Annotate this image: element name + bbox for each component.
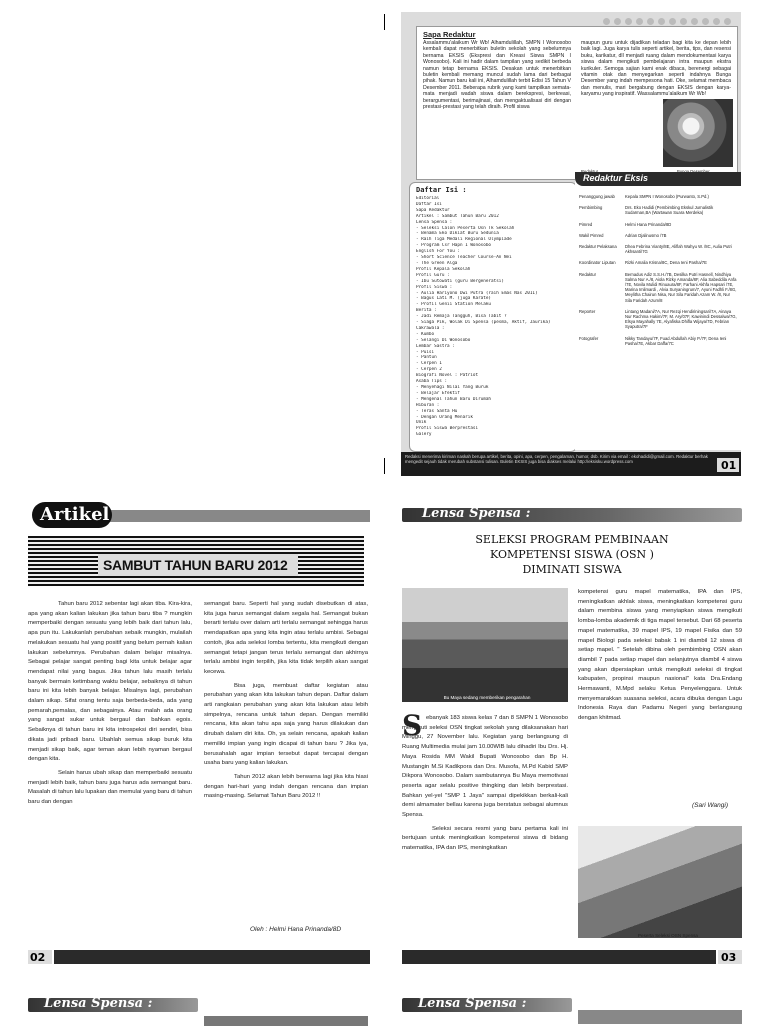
daftar-isi-item: - Pantun xyxy=(416,355,437,361)
daftar-isi-box xyxy=(409,182,577,452)
daftar-isi-item: Berita : xyxy=(416,308,437,314)
artikel-col1 xyxy=(28,600,192,808)
headline-line-2: KOMPETENSI SISWA (OSN ) xyxy=(490,548,654,561)
daftar-isi-item: - Aulia Hariyono Dwi Putra (raih Emas Nas 2011) xyxy=(416,290,538,296)
page-03 xyxy=(402,502,742,968)
daftar-isi-item: - Benama Eko Dikiat Buru Sedunia xyxy=(416,231,499,237)
osn-col1-p2: Seleksi secara resmi yang baru pertama kali ini bertujuan untuk meningkatkan kompetensi siswa di bidang matematika, IPA dan IPS, meningkatkan xyxy=(402,825,568,852)
daftar-isi-item: - Seleksi Calon Peserta Osn Tk Sekolah xyxy=(416,225,515,231)
daftar-isi-item: - Ibu Sutowati (guru Bergeneratsi) xyxy=(416,278,504,284)
seleksi-photo xyxy=(402,588,568,702)
daftar-isi-item: Editorial xyxy=(416,196,440,201)
daftar-isi-item: - Profil Genii Station Melaku xyxy=(416,302,492,308)
photo1-caption: Bu Maya sedang memberikan pengarahan xyxy=(443,695,531,700)
daftar-isi-item: Profil Siswa : xyxy=(416,284,453,290)
lensa-label: Lensa Spensa : xyxy=(422,506,531,521)
daftar-isi-item: Lensa Spensa : xyxy=(416,219,453,225)
daftar-isi-item: - Short Science Teacher Course-An Nei xyxy=(416,255,512,261)
osn-col1 xyxy=(402,709,568,854)
daftar-isi-item: Unik xyxy=(416,420,427,426)
daftar-isi-item: - Jadi Remaja Tangguh, Bisa Tabit ? xyxy=(416,314,507,320)
daftar-isi-item: - Mengenal Tahun Baru Dirumah xyxy=(416,396,492,402)
artikel-col2-p2: Bisa juga, membuat daftar kegiatan atau perubahan yang akan kita lakukan tahun depan. Daftar dalam arti rangkaian perubahan yang akan kita lakukan atau lebih simpelnya, rencana untuk tahun depan. Dengan memiliki rencana, kita akan tahu apa saja yang harus dilakukan dan dirubah dalam diri kita. Oh, ya selain rencana, apakah kalian memiliki impian yang ingin dicapai di tahun baru ? Jika iya, berusahalah agar impian tersebut dapat tercapai dengan usaha baru yang kalian lakukan. xyxy=(204,682,368,767)
redaktur-names: Rizki Amalia Krisna/8C, Dena Ieni Pasha/7E xyxy=(625,260,707,266)
redaktur-role: Pembimbing xyxy=(579,205,603,211)
redaktur-names: Drs. Eko Hadidi (Pembimbing Ekskul Jurnalistik Sudarman,BA (Wartawan Suara Merdeka) xyxy=(625,205,714,216)
sapa-redaktur-box xyxy=(416,26,738,180)
artikel-col1-p2: Selain harus ubah sikap dan memperbaiki sesuatu menjadi lebih baik, tahun baru juga harus ada semangat baru. Masalah di tahun lalu lupakan dan memulai yang baru di tahun baru dan dengan xyxy=(28,769,192,806)
artikel-author: Oleh : Helmi Hana Prinanda/8D xyxy=(250,926,342,933)
osn-headline xyxy=(442,532,702,577)
osn-col2 xyxy=(578,588,742,724)
daftar-isi-item: Artikel : Sambut Tahun Baru 2012 xyxy=(416,213,499,219)
left-rule-top xyxy=(384,14,385,30)
daftar-isi-item: - Belajar Efektif xyxy=(416,390,460,396)
daftar-isi-item: - Cerpen 1 xyxy=(416,361,442,367)
redaktur-role: Redaktur Pelaksana xyxy=(579,244,617,250)
redaktur-row xyxy=(579,194,739,199)
photo2-caption: Peserta Seleksi OSN Spensa xyxy=(637,933,698,938)
daftar-isi-item: - Selangi Di Wonosobo xyxy=(416,337,471,343)
daftar-isi-item: - Bagus Lati M. (juga Karate) xyxy=(416,296,492,302)
redaktur-row xyxy=(579,244,739,254)
page-05-photo xyxy=(578,1010,742,1024)
artikel-col2-p3: Tahun 2012 akan lebih berwarna lagi jika kita hiasi dengan hari-hari yang indah dengan rencana dan impian masing-masing. Selamat Tahun Baru 2012 !! xyxy=(204,773,368,800)
artikel-label: Artikel xyxy=(40,504,110,525)
redaktur-names: Nikky Tandayu/7F, Fuad Abdullah Abiy P./7F, Dena Ieni Pasha/7E, Akbar Daffa/7C xyxy=(625,335,727,346)
daftar-isi-item: - Puisi xyxy=(416,349,435,355)
page-04-photo xyxy=(204,1016,368,1026)
footer-note: Redaksi menerima kiriman naskah berupa artikel, berita, opini, apa, cerpen, pengalaman, humor, dsb. Kirim via email : ekohadidi@gmail.com. Redaktur berhak mengedit sejauh tidak merubah substansi tulisan. Buletin EKSIS juga bisa diakses melalui http://eksisku.wordpress.com xyxy=(405,454,708,465)
page-number-01: 01 xyxy=(721,459,737,472)
daftar-isi-item: - Menyehagi Nilai Yang Buruk xyxy=(416,385,489,390)
page-05-lensa-label: Lensa Spensa : xyxy=(418,996,527,1011)
redaktur-row xyxy=(579,222,739,227)
daftar-isi-item: - Teras Santa Hu xyxy=(416,408,458,414)
page-03-footer-bar xyxy=(402,950,716,964)
sapa-col2: maupun guru untuk dijadikan teladan bagi kita ke depan lebih baik lagi. Juga karya tulis seperti artikel, berita, tips, dan resensi buku, karikatur, dll menjadi ruang dalam mendokumentasi karya siswa dalam mengikuti pembelajaran intra maupun ekstra kurikuler. Semoga sajian kami enak dibaca, berenergi sebagai vitamin otak dan menyegarkan seperti indahnya Bunga Desember yang indah mempesona hati. Oke, selamat membaca dan menulis, mari bergabung dengan EKSIS dengan karya-karyamu yang inspiratif. Wassalammu'alaikum Wr Wb! xyxy=(581,40,731,98)
daftar-isi-item: - Cerpen 2 xyxy=(416,367,442,373)
page-05-partial xyxy=(402,990,742,1024)
bunga-desember-photo xyxy=(663,99,733,167)
artikel-col2-p1: semangat baru. Seperti hal yang sudah disebutkan di atas, kita juga harus semangat dalam segala hal. Semangat bukan berarti terlalu over dalam arti terlalu semangat sehingga harus mendapatkan apa yang kita ingin atau terlalu ambisi. Sebagai contoh, jika ada seleksi lomba tertentu, kita mengikuti dengan semangat tetapi jangan terus terlalu semangat dan akhirnya terlalu ambisi ingin terpilih, jika kita tidak terpilih akan sangat kecewa. xyxy=(204,601,368,675)
left-rule-bottom xyxy=(384,458,385,474)
redaktur-names: Adrian Djalinusmo /7B xyxy=(625,232,667,238)
peserta-photo xyxy=(578,826,742,938)
daftar-isi-item: - Kumbo xyxy=(416,331,435,337)
artikel-col2 xyxy=(204,600,368,802)
redaktur-names: Lintang Madani/7A, Nur Rezqi Hendiriningsari/7A, Ainaya Nur Rachma Hakim/7F, M. Ary/07F, Kawinindi Dessalwa/7G, Elsya Mayahally 7E, Alyafiska Dhifla Wijaya/7D, Febrian Syaputra/7F xyxy=(625,308,737,330)
redaktur-rows xyxy=(579,194,739,352)
redaktur-role: Reporter xyxy=(579,308,596,314)
page-number-03: 03 xyxy=(721,951,737,964)
page-04-lensa-label: Lensa Spensa : xyxy=(44,996,153,1011)
daftar-isi-item: Profil Guru : xyxy=(416,272,450,278)
daftar-isi-list xyxy=(416,196,574,438)
page-number-02: 02 xyxy=(30,951,46,964)
redaktur-role: Wakil Pimred xyxy=(579,232,604,238)
page-04-partial xyxy=(28,990,368,1024)
page-02-footer-bar xyxy=(54,950,370,964)
redaktur-row xyxy=(579,205,739,215)
sapa-title: Sapa Redaktur xyxy=(423,30,476,39)
daftar-isi-item: - Raih Tiga Medali Regional Olympiade xyxy=(416,237,512,243)
daftar-isi-item: - Dengan Orang Menarik xyxy=(416,414,473,420)
daftar-isi-item: Asaba Tips : xyxy=(416,379,448,385)
redaktur-role: Penanggung jawab xyxy=(579,194,615,199)
redaktur-title: Redaktur Eksis xyxy=(583,173,649,183)
page-01 xyxy=(401,12,741,476)
dot-decoration xyxy=(601,13,741,25)
redaktur-names: Kepala SMPN I Wonosobo (Purwanto, S.Pd.) xyxy=(625,194,709,199)
daftar-isi-item: Biografi Novel : Patriot xyxy=(416,373,479,379)
daftar-isi-item: - Siaga Pik, Wolak Di Spensa (pesma, Aktif, Jaurika) xyxy=(416,320,551,326)
redaktur-names: Helmi Hana Prinanda/8D xyxy=(625,221,672,227)
redaktur-row xyxy=(579,309,739,330)
osn-col1-p1: ebanyak 183 siswa kelas 7 dan 8 SMPN 1 Wonosobo mengikuti seleksi OSN tingkat sekolah yang dilaksanakan hari Minggu, 27 November lalu. Kegiatan yang berlangsung di Ruang Multimedia mulai jam 10.00WIB lalu dihadiri Ibu Drs. Hj. Maya Rosida MM Wakil Bupati Wonosobo dan Bp H. Mustangin M.Si Kadikpora dan Drs. Musofa, M.Pd Kabid SMP Dikpora Wonosobo. Dalam sambutannya Bu Maya memotivasi peserta agar selalu positive thingking dan lebih berprestasi. Bahkan yel-yel "SMP 1 Jaya" sampai dipekikkan berkali-kali demi almamater bellau karena juga berstatus sebagai alumnus Spensa. xyxy=(402,715,568,819)
artikel-header-bar xyxy=(98,510,370,522)
redaktur-role: Pimred xyxy=(579,221,593,227)
headline-line-3: DIMINATI SISWA xyxy=(522,563,622,576)
artikel-col1-p1: Tahun baru 2012 sebentar lagi akan tiba. Kira-kira, apa yang akan kalian lakukan jika tahun baru tiba ? mungkin memperbaiki dengan sesuatu yang lebih baik dari tahun lalu, apa pun itu. Lakukanlah perubahan sebaik mungkin, mulailah melakukan sesuatu hal yang positif yang belum pernah kalian lakukan sebelumnya. Perubahan dalam belajar misalnya. Sebagai pelajar sangat penting bagi kita untuk belajar agar mendapat nilai yang bagus. Jika tahun lalu masih terlalu banyak bermain ketimbang waktu belajar, sebaiknya di tahun baru ini kita lebih banyak belajar. Misalnya lagi, perubahan dalam sikap. Sifat orang tentu saja berbeda-beda, ada yang pemarah,pemalas, dan sebagainya. Atau malah ada orang yang sangat sukar untuk bergaul dan bahkan egois. Sebaiknya di tahun baru ini kita introspeksi diri sendiri, bisa dikata jadi pribadi baru. Ubahlah semua sikap buruk kita menjadi sikap baik, agar teman akan lebih nyaman bergaul dengan kita. xyxy=(28,601,192,763)
redaktur-row xyxy=(579,272,739,303)
redaktur-role: Redaktur xyxy=(579,271,596,277)
daftar-isi-item: Profil Kepala Sekolah xyxy=(416,266,471,272)
daftar-isi-title: Daftar Isi : xyxy=(416,186,467,194)
daftar-isi-item: English For You : xyxy=(416,249,460,255)
sapa-col1: Assalammu'alaikum Wr Wb! Alhamdulillah, SMPN I Wonosobo kembali dapat menerbitkan buletin sekolah yang sebelumnya bernama EKSIS (Ekspresi dan Kreasi Siswa SMPN I Wonosobo). Kali ini hadir dalam tampilan yang sedikit berbeda namun tetap bernama EKSIS. Desakan untuk menerbitkan buletin kembali memang muncul sudah lama dari berbagai pihak. Namun baru kali ini, Alhamdulillah terbit Edisi 15 Tahun V Desember 2011. Beberapa rubrik yang kami tampilkan semata-mata menjadi wadah siswa dalam berekspresi, berkreasi, berargumentasi, berimajinasi, dan mengaktualisasi diri dengan prestasi-prestasi yang telah diraih. Profil siswa xyxy=(423,40,571,111)
daftar-isi-item: Sapa Redaktur xyxy=(416,207,450,213)
headline-line-1: SELEKSI PROGRAM PEMBINAAN xyxy=(475,533,669,546)
daftar-isi-item: - The Green Alga xyxy=(416,260,458,266)
redaktur-role: Koordinator Liputan xyxy=(579,260,616,266)
daftar-isi-item: Galery xyxy=(416,432,432,438)
daftar-isi-item: Profil Siswa Berprestasi xyxy=(416,426,479,432)
banner-title: SAMBUT TAHUN BARU 2012 xyxy=(103,557,288,573)
dropcap: S xyxy=(402,709,423,742)
redaktur-names: Dhea Febrina Vianty/8E, Aliflah Wahyu W. /8C, Aulia Putri Akhsanti/7G xyxy=(625,244,732,255)
daftar-isi-item: - Program Csr Hapn 1 Wonosobo xyxy=(416,243,492,249)
daftar-isi-item: Lembar Sastra : xyxy=(416,343,455,349)
redaktur-row xyxy=(579,233,739,238)
redaktur-names: Bernadus Adiz S.S.H./7B, Desilka Putri Hasnell, Nindhiya Salma Nur A./8, Aiola Rizky Amanda/8F, Alia Sabeddila Anfa /7E, Novila Mulidi Rinuaura/8F, Farhani Akhfa Hapsari /7E, Marina Imlimardi , Alvia Suryaningrum/7, Ayuni Fadhli F./8G, Meylitha Chairun Nisa, Nur Sila Faridah Azam W. /8, Nur Sila Faridah Azum/8 xyxy=(625,271,737,303)
redaktur-row xyxy=(579,260,739,265)
redaktur-eksis-box xyxy=(575,172,741,450)
osn-author: (Sari Wangi) xyxy=(692,802,729,809)
daftar-isi-item: Daftar Isi xyxy=(416,201,442,207)
page-02 xyxy=(28,502,370,968)
redaktur-role: Fotografer xyxy=(579,335,599,341)
daftar-isi-item: Cakrawala : xyxy=(416,325,445,331)
daftar-isi-item: Hiburan : xyxy=(416,402,440,408)
redaktur-row xyxy=(579,336,739,346)
osn-col2-p1: kompetensi guru mapel matematika, IPA dan IPS, meningkatkan akhlak siswa, meningkatkan kompetensi guru dalam membina siswa yang menyiapkan siswa mengikuti lomba-lomba akademik di tiga mapel tersebut. Dari 68 peserta mapel matematika, 39 mapel IPS, 19 mapel Fisika dan 59 mapel Biologi pada seleksi babak 1 ini diambil 12 siswa di setiap mapel. " Setelah dibina oleh pembimbing OSN akan diambil 7 pada setiap mapel dan selanjutnya diambil 4 siswa yang akan dipersiapkan untuk mengikuti seleksi di tingkat kabupaten, propinsi maupun nasional" kata Dra.Endang Hermawanti, M.Mpd selaku Ketua Penyelenggara. Untuk menyemarakkan suasana seleksi, acara dibuka dengan Lagu Indonesia Raya dan Padamu Negeri yang berlangsung dengan khitmad. xyxy=(578,589,742,722)
